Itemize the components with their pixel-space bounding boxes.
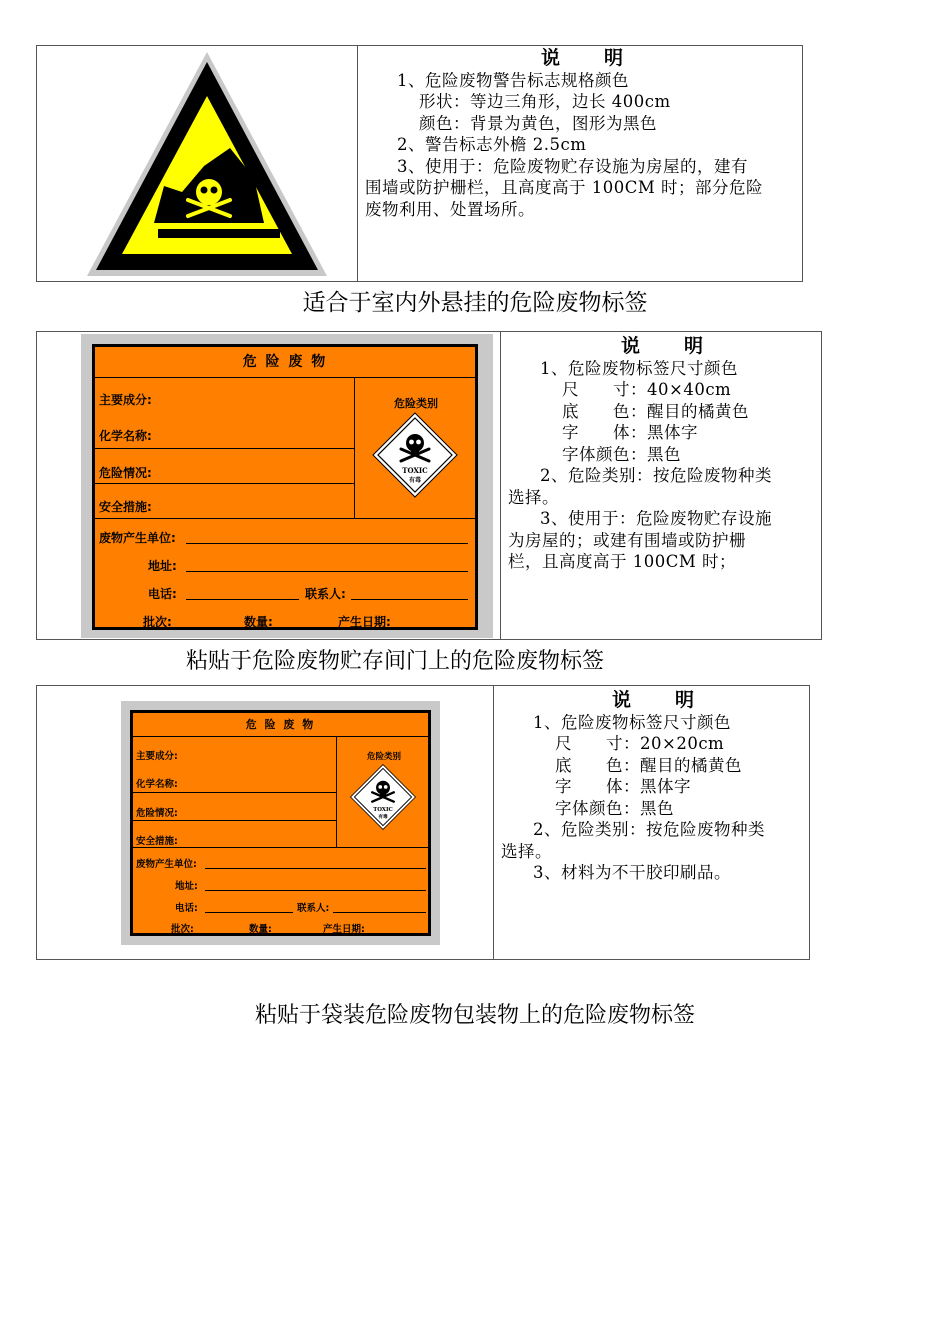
label-chemical-name: 化学名称: [136,779,178,790]
description-line: 形状：等边三角形，边长 400cm [419,92,671,111]
description-line: 3、材料为不干胶印刷品。 [533,863,731,882]
label-fill-line [186,599,299,600]
label-hazard-category: 危险类别 [394,397,438,410]
description-line: 围墙或防护栅栏，且高度高于 100CM 时；部分危险 [365,178,764,197]
description-line: 底 色：醒目的橘黄色 [555,755,742,775]
small-label-frame [121,701,440,945]
label-contact: 联系人: [305,587,346,601]
label-category-divider [354,377,355,518]
label-batch: 批次: [171,924,194,935]
toxic-en-text: TOXIC [373,806,393,813]
description-line: 底 色：醒目的橘黄色 [562,401,749,421]
description-line: 字体颜色：黑色 [555,798,674,818]
description-line: 2、警告标志外檐 2.5cm [397,135,587,154]
description-line: 选择。 [501,841,552,861]
label-phone: 电话: [175,903,198,914]
description-line: 尺 寸：40×40cm [562,380,732,399]
description-heading: 说 明 [611,689,696,711]
description-line: 颜色：背景为黄色，图形为黑色 [419,113,657,133]
toxic-cn-text: 有毒 [378,814,388,820]
description-heading: 说 明 [620,335,705,357]
description-line: 字 体：黑体字 [562,423,698,442]
label-date: 产生日期: [338,615,391,629]
label-main-component: 主要成分: [99,393,152,407]
warning-sign-table [36,45,803,282]
description-line: 尺 寸：20×20cm [555,734,725,753]
toxic-cn-text: 有毒 [408,477,422,484]
caption-indoor-outdoor: 适合于室内外悬挂的危险废物标签 [302,290,648,316]
label-fill-line [186,571,468,572]
description-line: 1、危险废物标签尺寸颜色 [540,358,738,378]
label-address: 地址: [148,559,177,573]
caption-door-label: 粘贴于危险废物贮存间门上的危险废物标签 [185,649,604,674]
small-label-table [36,685,810,960]
description-line: 1、危险废物警告标志规格颜色 [397,70,629,90]
label-fill-line [205,868,426,869]
label-safety-measures: 安全措施: [99,500,152,514]
toxic-diamond-icon [371,411,459,499]
description-line: 2、危险类别：按危险废物种类 [533,820,765,839]
toxic-diamond-icon [349,763,417,831]
hazardous-waste-label [130,710,431,936]
label-producer: 废物产生单位: [99,531,176,545]
caption-bag-label: 粘贴于袋装危险废物包装物上的危险废物标签 [254,1003,695,1028]
small-label-description [501,690,807,884]
label-contact: 联系人: [297,903,330,914]
label-hazard-info: 危险情况: [136,808,178,819]
description-heading: 说 明 [540,47,625,69]
description-line: 3、使用于：危险废物贮存设施为房屋的，建有 [397,156,748,176]
description-line: 3、使用于：危险废物贮存设施 [540,509,772,528]
label-quantity: 数量: [249,924,272,935]
label-category-divider [336,736,337,847]
label-title: 危 险 废 物 [133,713,428,737]
description-line: 废物利用、处置场所。 [365,199,535,219]
label-safety-measures: 安全措施: [136,836,178,847]
hazardous-waste-label [92,344,478,630]
label-fill-line [205,912,293,913]
description-line: 栏，且高度高于 100CM 时； [508,552,737,571]
description-line: 1、危险废物标签尺寸颜色 [533,712,731,732]
sign-description [365,48,801,220]
label-fill-line [333,912,426,913]
label-main-component: 主要成分: [136,751,178,762]
table-divider [493,686,494,959]
large-label-table [36,331,822,640]
label-quantity: 数量: [244,615,273,629]
description-line: 2、危险类别：按危险废物种类 [540,466,772,485]
description-line: 字体颜色：黑色 [562,444,681,464]
label-phone: 电话: [148,587,177,601]
label-fill-line [186,543,468,544]
table-divider [500,332,501,639]
description-line: 字 体：黑体字 [555,777,691,796]
large-label-frame [81,334,493,638]
label-chemical-name: 化学名称: [99,429,152,443]
hazard-warning-triangle-icon [82,48,332,280]
toxic-en-text: TOXIC [402,466,428,475]
table-divider [357,46,358,281]
label-address: 地址: [175,881,198,892]
label-fill-line [205,890,426,891]
label-batch: 批次: [143,615,172,629]
description-line: 选择。 [508,487,559,507]
label-producer: 废物产生单位: [136,859,197,870]
description-line: 为房屋的；或建有围墙或防护栅 [508,530,746,550]
label-title: 危 险 废 物 [95,347,475,378]
label-hazard-info: 危险情况: [99,466,152,480]
label-fill-line [351,599,468,600]
label-date: 产生日期: [323,924,365,935]
large-label-description [508,336,818,573]
label-hazard-category: 危险类别 [366,752,401,762]
